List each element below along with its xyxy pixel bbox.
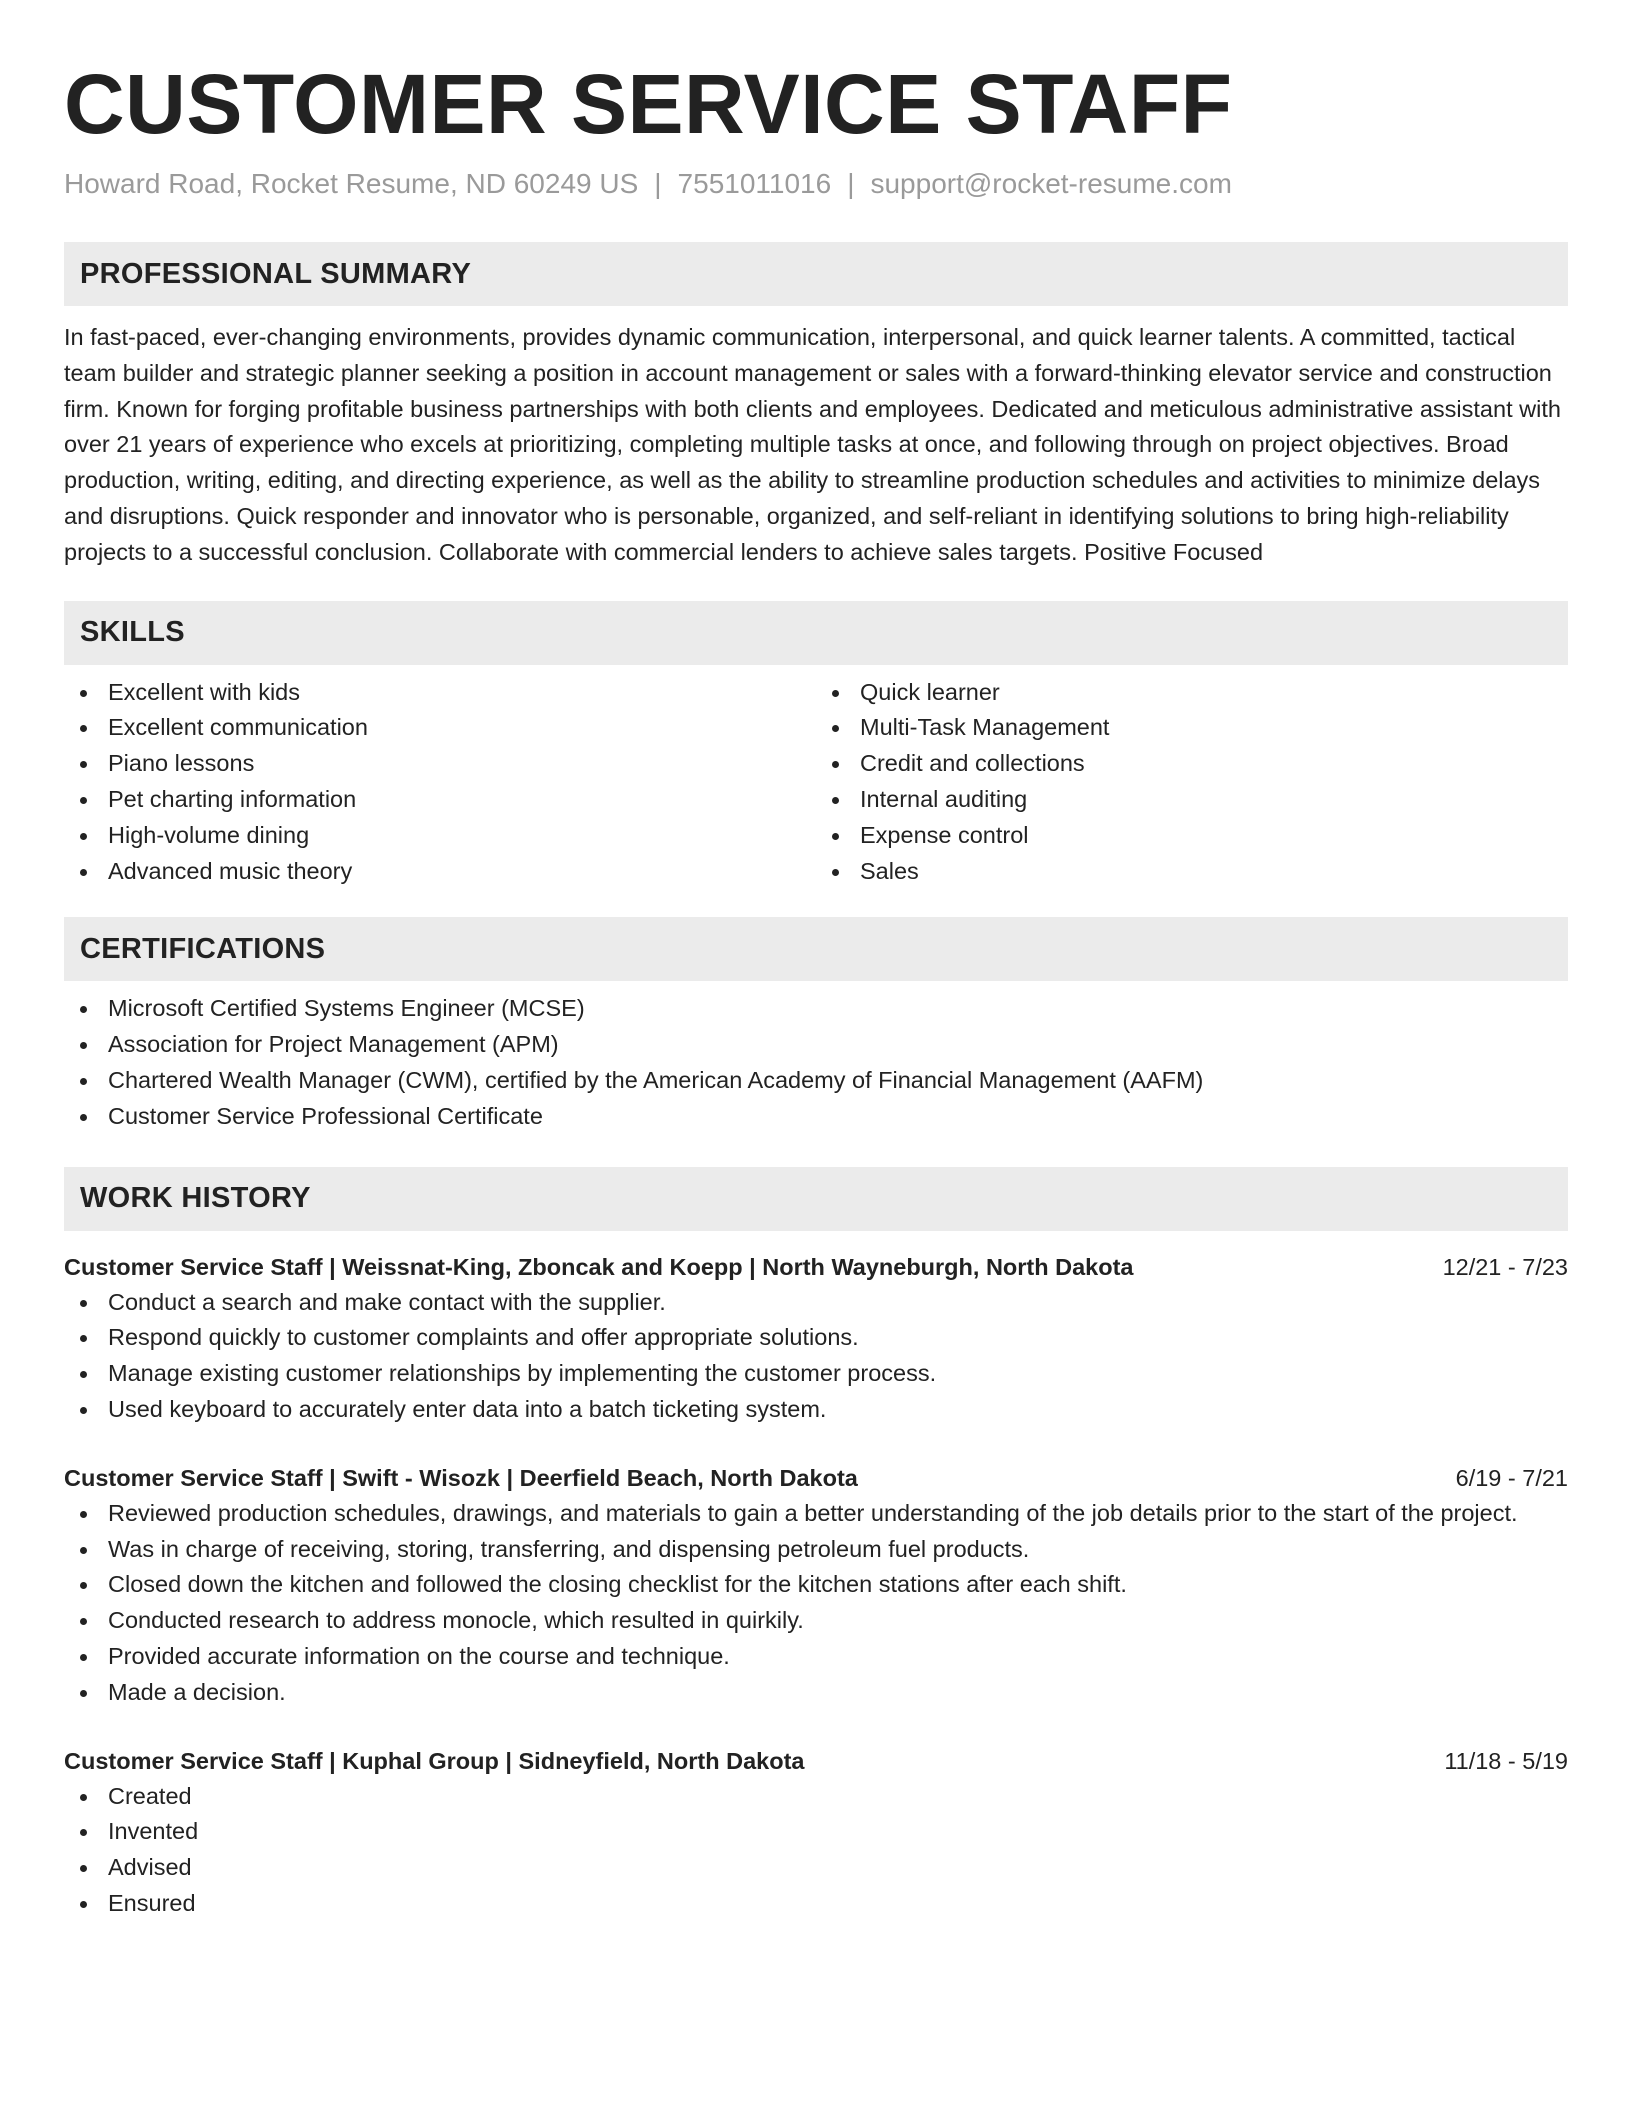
skill-item: Expense control (816, 818, 1568, 854)
job-bullet: Conduct a search and make contact with the supplier. (64, 1285, 1568, 1321)
bullet-icon (832, 761, 839, 768)
skills-heading: SKILLS (64, 601, 1568, 665)
certification-item: Association for Project Management (APM) (64, 1027, 1568, 1063)
bullet-icon (832, 797, 839, 804)
bullet-icon (80, 1042, 87, 1049)
bullet-icon (80, 725, 87, 732)
bullet-icon (80, 1654, 87, 1661)
bullet-icon (80, 1901, 87, 1908)
bullet-icon (80, 869, 87, 876)
bullet-icon (832, 833, 839, 840)
job-bullet: Manage existing customer relationships by implementing the customer process. (64, 1356, 1568, 1392)
job-bullet: Made a decision. (64, 1675, 1568, 1711)
bullet-icon (80, 1582, 87, 1589)
job-bullet: Invented (64, 1814, 1568, 1850)
job-header (64, 1460, 1568, 1496)
bullet-icon (80, 1335, 87, 1342)
skill-item: Piano lessons (64, 746, 816, 782)
skill-item: Advanced music theory (64, 854, 816, 890)
bullet-icon (832, 869, 839, 876)
bullet-icon (80, 1078, 87, 1085)
bullet-icon (80, 1114, 87, 1121)
job-title: Customer Service Staff | Weissnat-King, Zboncak and Koepp | North Wayneburgh, North Dakota (64, 1253, 1134, 1280)
job-dates: 6/19 - 7/21 (1455, 1464, 1568, 1491)
resume-name: CUSTOMER SERVICE STAFF (64, 57, 1233, 151)
job-bullets (64, 1496, 1568, 1711)
skill-item: Excellent with kids (64, 675, 816, 711)
job-header (64, 1249, 1568, 1285)
job-bullet: Ensured (64, 1886, 1568, 1922)
certifications-list (64, 991, 1568, 1134)
work-history-heading: WORK HISTORY (64, 1167, 1568, 1231)
bullet-icon (80, 1547, 87, 1554)
job-bullet: Used keyboard to accurately enter data into a batch ticketing system. (64, 1392, 1568, 1428)
summary-text: In fast-paced, ever-changing environments, provides dynamic communication, interpersonal, and quick learner talents. A committed, tactical team builder and strategic planner seeking a position in account management or sales with a forward-thinking elevator service and construction firm. Known for forging profitable business partnerships with both clients and employees. Dedicated and meticulous administrative assistant with over 21 years of experience who excels at prioritizing, completing multiple tasks at once, and following through on project objectives. Broad production, writing, editing, and directing experience, as well as the ability to streamline production schedules and activities to minimize delays and disruptions. Quick responder and innovator who is personable, organized, and self-reliant in identifying solutions to bring high-reliability projects to a successful conclusion. Collaborate with commercial lenders to achieve sales targets. Positive Focused (64, 324, 1561, 565)
job-title: Customer Service Staff | Kuphal Group | Sidneyfield, North Dakota (64, 1747, 805, 1774)
bullet-icon (80, 1511, 87, 1518)
job-bullet: Was in charge of receiving, storing, transferring, and dispensing petroleum fuel products. (64, 1532, 1568, 1568)
bullet-icon (80, 1865, 87, 1872)
skill-item: Multi-Task Management (816, 710, 1568, 746)
bullet-icon (80, 1407, 87, 1414)
bullet-icon (832, 725, 839, 732)
skills-column-left (64, 675, 816, 890)
job-dates: 11/18 - 5/19 (1444, 1747, 1568, 1774)
job-bullet: Provided accurate information on the course and technique. (64, 1639, 1568, 1675)
skill-item: Credit and collections (816, 746, 1568, 782)
skills-column-right (816, 675, 1568, 890)
certification-item: Customer Service Professional Certificate (64, 1099, 1568, 1135)
job-title: Customer Service Staff | Swift - Wisozk | Deerfield Beach, North Dakota (64, 1464, 858, 1491)
skill-item: Sales (816, 854, 1568, 890)
job-bullet: Closed down the kitchen and followed the closing checklist for the kitchen stations after each shift. (64, 1567, 1568, 1603)
contact-phone: 7551011016 (677, 168, 832, 199)
skill-item: Excellent communication (64, 710, 816, 746)
job-entry (64, 1460, 1568, 1711)
bullet-icon (80, 1371, 87, 1378)
bullet-icon (80, 1006, 87, 1013)
summary-heading: PROFESSIONAL SUMMARY (64, 242, 1568, 306)
job-bullet: Conducted research to address monocle, which resulted in quirkily. (64, 1603, 1568, 1639)
skills-list (64, 675, 1568, 890)
job-bullets (64, 1285, 1568, 1428)
bullet-icon (80, 1690, 87, 1697)
job-header (64, 1743, 1568, 1779)
bullet-icon (80, 797, 87, 804)
job-entry (64, 1249, 1568, 1428)
job-bullet: Advised (64, 1850, 1568, 1886)
job-entry (64, 1743, 1568, 1922)
job-bullet: Reviewed production schedules, drawings, and materials to gain a better understanding of the job details prior to the start of the project. (64, 1496, 1568, 1532)
job-bullet: Created (64, 1779, 1568, 1815)
contact-line (64, 166, 1568, 202)
bullet-icon (80, 1829, 87, 1836)
bullet-icon (80, 1618, 87, 1625)
bullet-icon (80, 1300, 87, 1307)
bullet-icon (80, 1794, 87, 1801)
contact-separator: | (847, 168, 855, 199)
certifications-heading: CERTIFICATIONS (64, 917, 1568, 981)
bullet-icon (80, 761, 87, 768)
job-bullet: Respond quickly to customer complaints and offer appropriate solutions. (64, 1320, 1568, 1356)
job-dates: 12/21 - 7/23 (1442, 1253, 1568, 1280)
skill-item: High-volume dining (64, 818, 816, 854)
contact-separator: | (654, 168, 662, 199)
certification-item: Chartered Wealth Manager (CWM), certified by the American Academy of Financial Management (AAFM) (64, 1063, 1568, 1099)
bullet-icon (832, 690, 839, 697)
certification-item: Microsoft Certified Systems Engineer (MCSE) (64, 991, 1568, 1027)
job-bullets (64, 1779, 1568, 1922)
bullet-icon (80, 690, 87, 697)
contact-address: Howard Road, Rocket Resume, ND 60249 US (64, 168, 639, 199)
contact-email: support@rocket-resume.com (870, 168, 1232, 199)
bullet-icon (80, 833, 87, 840)
skill-item: Quick learner (816, 675, 1568, 711)
skill-item: Internal auditing (816, 782, 1568, 818)
skill-item: Pet charting information (64, 782, 816, 818)
